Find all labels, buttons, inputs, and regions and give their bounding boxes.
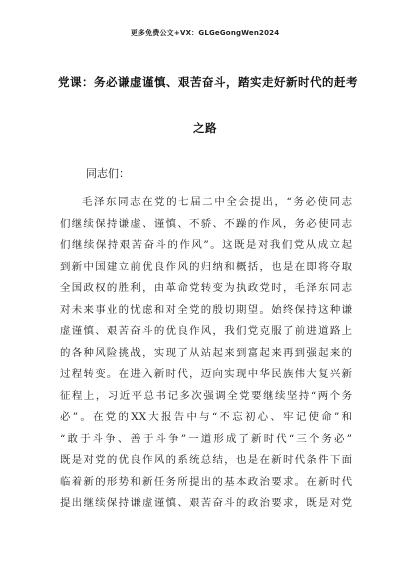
body-paragraph (60, 192, 352, 515)
body-line: 过程转变。在进入新时代，迈向实现中华民族伟大复兴新 (60, 368, 352, 380)
body-line: 提出继续保持谦虚谨慎、艰苦奋斗的政治要求，既是对党 (60, 497, 352, 509)
body-line: 全国政权的胜利，由革命党转变为执政党时，毛泽东同志 (60, 282, 352, 294)
body-line: “敢于斗争、善于斗争”一道形成了新时代“三个务必” (60, 432, 352, 445)
body-line: 虚谨慎、艰苦奋斗的优良作风，我们党克服了前进道路上 (60, 325, 352, 337)
body-line: 对未来事业的忧虑和对全党的殷切期望。始终保持这种谦 (60, 303, 352, 316)
body-line: 的各种风险挑战，实现了从站起来到富起来再到强起来的 (60, 346, 352, 359)
body-line: 们继续保持谦虚、谨慎、不骄、不躁的作风，务必使同志 (60, 217, 352, 230)
salutation: 同志们： (86, 167, 130, 180)
body-line: 到新中国建立前优良作风的归纳和概括，也是在即将夺取 (60, 260, 352, 273)
body-line: 征程上，习近平总书记多次强调全党要继续坚持“两个务 (60, 389, 352, 402)
header-note: 更多免费公文+VX：GLGeGongWen2024 (130, 29, 280, 37)
body-line: 既是对党的优良作风的系统总结，也是在新时代条件下面 (60, 454, 352, 466)
body-line: 临着新的形势和新任务所提出的基本政治要求。在新时代 (60, 475, 352, 488)
document-title-line-1: 党课：务必谦虚谨慎、艰苦奋斗，踏实走好新时代的赶考 (58, 75, 358, 89)
body-line: 必”。在党的XX大报告中与“不忘初心、牢记使命”和 (60, 411, 352, 423)
document-title-line-2: 之路 (193, 121, 217, 135)
body-line: 们继续保持艰苦奋斗的作风”。这既是对我们党从成立起 (60, 239, 352, 251)
body-line: 毛泽东同志在党的七届二中全会提出，“务必使同志 (82, 196, 352, 208)
